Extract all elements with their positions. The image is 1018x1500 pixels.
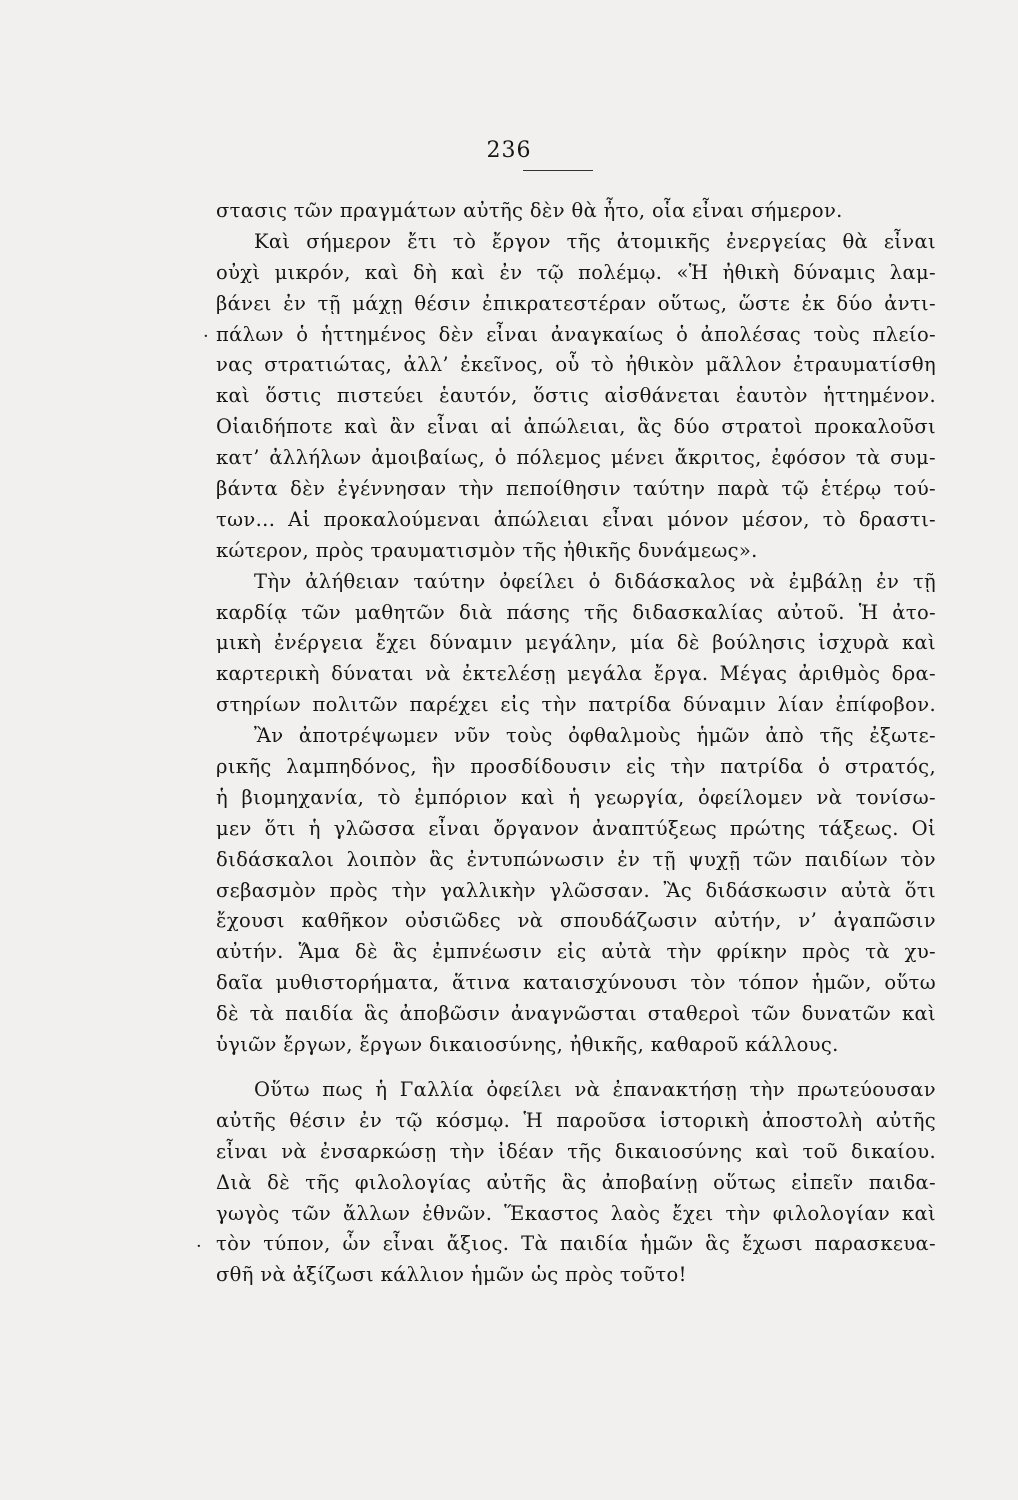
text-line: καρτερικὴ δύναται νὰ ἐκτελέσῃ μεγάλα ἔργα. Μέγας ἀριθμὸς δρα- [216,662,936,686]
text-line: ὑγιῶν ἔργων, ἔργων δικαιοσύνης, ἠθικῆς, καθαροῦ κάλλους. [216,1033,839,1057]
text-line: ρικῆς λαμπηδόνος, ἣν προσδίδουσιν εἰς τὴν πατρίδα ὁ στρατός, [216,755,936,779]
text-line: γωγὸς τῶν ἄλλων ἐθνῶν. Ἕκαστος λαὸς ἔχει τὴν φιλολογίαν καὶ [216,1201,936,1225]
text-line: νας στρατιώτας, ἀλλ’ ἐκεῖνος, οὗ τὸ ἠθικὸν μᾶλλον ἐτραυματίσθη [216,353,936,377]
text-line: βάντα δὲν ἐγέννησαν τὴν πεποίθησιν ταύτην παρὰ τῷ ἑτέρῳ τού- [216,477,936,501]
text-line: βάνει ἐν τῇ μάχῃ θέσιν ἐπικρατεστέραν οὕτως, ὥστε ἐκ δύο ἀντι- [216,291,936,315]
margin-mark: · [196,1236,202,1257]
text-line: διδάσκαλοι λοιπὸν ἃς ἐντυπώνωσιν ἐν τῇ ψυχῇ τῶν παιδίων τὸν [216,847,936,871]
text-line: Οὕτω πως ἡ Γαλλία ὀφείλει νὰ ἐπανακτήσῃ τὴν πρωτεύουσαν [254,1077,936,1101]
text-line: οὐχὶ μικρόν, καὶ δὴ καὶ ἐν τῷ πολέμῳ. «Ἡ ἠθικὴ δύναμις λαμ- [216,260,936,284]
text-line: καὶ ὅστις πιστεύει ἑαυτόν, ὅστις αἰσθάνεται ἑαυτὸν ἡττημένον. [216,384,936,408]
text-line: καρδίᾳ τῶν μαθητῶν διὰ πάσης τῆς διδασκαλίας αὐτοῦ. Ἡ ἀτο- [216,600,936,624]
text-line: Οἱαιδήποτε καὶ ἂν εἶναι αἱ ἀπώλειαι, ἃς δύο στρατοὶ προκαλοῦσι [216,415,936,439]
text-line: δαῖα μυθιστορήματα, ἅτινα καταισχύνουσι τὸν τόπον ἡμῶν, οὕτω [216,971,936,995]
text-line: κατ’ ἀλλήλων ἀμοιβαίως, ὁ πόλεμος μένει ἄκριτος, ἐφόσον τὰ συμ- [216,446,936,470]
text-line: τὸν τύπον, ὧν εἶναι ἄξιος. Τὰ παιδία ἡμῶν ἃς ἔχωσι παρασκευα- [216,1232,936,1256]
text-line: πάλων ὁ ἡττημένος δὲν εἶναι ἀναγκαίως ὁ ἀπολέσας τοὺς πλείο- [216,322,936,346]
text-line: εἶναι νὰ ἐνσαρκώσῃ τὴν ἰδέαν τῆς δικαιοσύνης καὶ τοῦ δικαίου. [216,1139,936,1163]
paragraph-gap [216,1061,936,1075]
text-line: αὐτήν. Ἅμα δὲ ἃς ἐμπνέωσιν εἰς αὐτὰ τὴν φρίκην πρὸς τὰ χυ- [216,940,936,964]
page-number: 236 [486,138,532,163]
text-line: στηρίων πολιτῶν παρέχει εἰς τὴν πατρίδα δύναμιν λίαν ἐπίφοβον. [216,693,936,717]
text-line: δὲ τὰ παιδία ἃς ἀποβῶσιν ἀναγνῶσται σταθεροὶ τῶν δυνατῶν καὶ [216,1002,936,1026]
text-line: κώτερον, πρὸς τραυματισμὸν τῆς ἠθικῆς δυνάμεως». [216,538,758,562]
text-line: Τὴν ἀλήθειαν ταύτην ὀφείλει ὁ διδάσκαλος νὰ ἐμβάλῃ ἐν τῇ [254,569,936,593]
text-line: Ἂν ἀποτρέψωμεν νῦν τοὺς ὀφθαλμοὺς ἡμῶν ἀπὸ τῆς ἐξωτε- [254,724,936,748]
text-line: των... Αἱ προκαλούμεναι ἀπώλειαι εἶναι μόνον μέσον, τὸ δραστι- [216,507,936,531]
text-line: σθῆ νὰ ἀξίζωσι κάλλιον ἡμῶν ὡς πρὸς τοῦτο! [216,1263,687,1287]
text-line: Διὰ δὲ τῆς φιλολογίας αὐτῆς ἃς ἀποβαίνῃ οὕτως εἰπεῖν παιδα- [216,1170,936,1194]
text-line: στασις τῶν πραγμάτων αὐτῆς δὲν θὰ ἦτο, οἷα εἶναι σήμερον. [216,199,843,222]
text-line: σεβασμὸν πρὸς τὴν γαλλικὴν γλῶσσαν. Ἂς διδάσκωσιν αὐτὰ ὅτι [216,878,936,902]
margin-mark: · [203,326,209,347]
text-line: μεν ὅτι ἡ γλῶσσα εἶναι ὄργανον ἀναπτύξεως πρώτης τάξεως. Οἱ [216,816,936,840]
text-line: μικὴ ἐνέργεια ἔχει δύναμιν μεγάλην, μία δὲ βούλησις ἰσχυρὰ καὶ [216,631,936,655]
text-line: Καὶ σήμερον ἔτι τὸ ἔργον τῆς ἀτομικῆς ἐνεργείας θὰ εἶναι [254,229,936,253]
text-column [216,196,936,1291]
text-line: αὐτῆς θέσιν ἐν τῷ κόσμῳ. Ἡ παροῦσα ἱστορικὴ ἀποστολὴ αὐτῆς [216,1108,936,1132]
text-line: ἡ βιομηχανία, τὸ ἐμπόριον καὶ ἡ γεωργία, ὀφείλομεν νὰ τονίσω- [216,785,936,809]
page-number-rule [523,170,593,171]
text-line: ἔχουσι καθῆκον οὐσιῶδες νὰ σπουδάζωσιν αὐτήν, ν’ ἀγαπῶσιν [216,909,936,933]
